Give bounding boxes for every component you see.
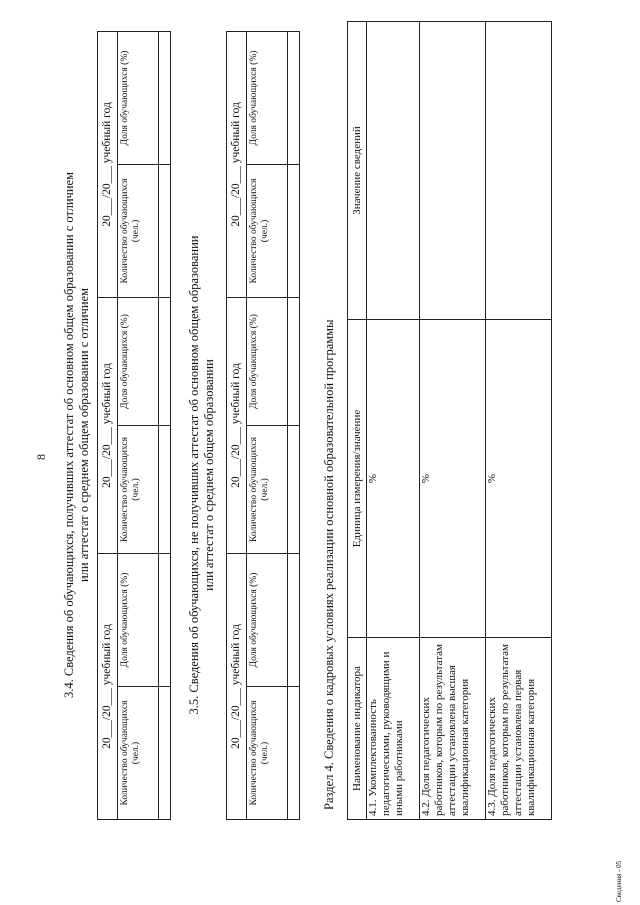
col-count-header: Количество обучающихся (чел.): [118, 425, 159, 553]
data-cell[interactable]: [159, 297, 171, 425]
section-3-4-title-line2: или аттестат о среднем общем образовании с отличием: [77, 288, 91, 583]
indicator-unit: %: [420, 320, 486, 638]
page-number: 8: [34, 454, 48, 460]
table-section-4: [347, 21, 552, 820]
section-3-5-title-line1: 3.5. Сведения об обучающихся, не получивших аттестат об основном общем образовании: [187, 235, 201, 715]
col-header-value: Значение сведений: [348, 22, 367, 320]
indicator-value[interactable]: [367, 22, 420, 320]
col-count-header: Количество обучающихся (чел.): [118, 164, 159, 297]
data-cell[interactable]: [159, 164, 171, 297]
indicator-name: 4.1. Укомплектованность педагогическими, руководящими и иными работниками: [367, 638, 420, 820]
data-cell[interactable]: [288, 553, 300, 686]
col-header-unit: Единица измерения/значение: [348, 320, 367, 638]
data-cell[interactable]: [288, 297, 300, 425]
section-4-title: Раздел 4. Сведения о кадровых условиях реализации основной образовательной программы: [322, 319, 336, 810]
table-3-4: [97, 31, 171, 820]
section-3-5-title: [187, 145, 217, 805]
table-3-5: [226, 31, 300, 820]
col-header-indicator: Наименование индикатора: [348, 638, 367, 820]
table-row: [227, 31, 247, 819]
year-header: 20___/20___ учебный год: [98, 297, 118, 553]
data-cell[interactable]: [159, 31, 171, 164]
col-share-header: Доля обучающихся (%): [118, 297, 159, 425]
table-row: [98, 31, 118, 819]
section-3-4-title: [62, 35, 92, 835]
data-cell[interactable]: [159, 553, 171, 686]
col-share-header: Доля обучающихся (%): [118, 31, 159, 164]
year-header: 20___/20___ учебный год: [227, 553, 247, 819]
indicator-unit: %: [367, 320, 420, 638]
col-share-header: Доля обучающихся (%): [247, 553, 288, 686]
data-cell[interactable]: [159, 687, 171, 820]
year-header: 20___/20___ учебный год: [98, 553, 118, 819]
table-row: [420, 22, 486, 820]
col-share-header: Доля обучающихся (%): [118, 553, 159, 686]
year-header: 20___/20___ учебный год: [227, 31, 247, 297]
section-3-4-title-line1: 3.4. Сведения об обучающихся, получивших аттестат об основном общем образовании с отличием: [62, 172, 76, 698]
indicator-name: 4.3. Доля педагогических работников, которым по результатам аттестации установлена первая квалификационная категория: [486, 638, 552, 820]
indicator-unit: %: [486, 320, 552, 638]
table-row: [118, 31, 159, 819]
table-row: [159, 31, 171, 819]
table-row: [367, 22, 420, 820]
indicator-value[interactable]: [420, 22, 486, 320]
col-count-header: Количество обучающихся (чел.): [247, 425, 288, 553]
col-count-header: Количество обучающихся (чел.): [247, 164, 288, 297]
data-cell[interactable]: [288, 164, 300, 297]
table-row: [247, 31, 288, 819]
data-cell[interactable]: [159, 425, 171, 553]
indicator-value[interactable]: [486, 22, 552, 320]
data-cell[interactable]: [288, 687, 300, 820]
year-header: 20___/20___ учебный год: [227, 297, 247, 553]
col-count-header: Количество обучающихся (чел.): [247, 687, 288, 820]
data-cell[interactable]: [288, 425, 300, 553]
col-share-header: Доля обучающихся (%): [247, 297, 288, 425]
data-cell[interactable]: [288, 31, 300, 164]
col-count-header: Количество обучающихся (чел.): [118, 687, 159, 820]
year-header: 20___/20___ учебный год: [98, 31, 118, 297]
table-row: [486, 22, 552, 820]
col-share-header: Доля обучающихся (%): [247, 31, 288, 164]
table-row: [348, 22, 367, 820]
indicator-name: 4.2. Доля педагогических работников, которым по результатам аттестации установлена высшая квалификационная категория: [420, 638, 486, 820]
section-3-5-title-line2: или аттестат о среднем общем образовании: [202, 359, 216, 591]
table-row: [288, 31, 300, 819]
footer-label: Сведения - 05: [615, 860, 623, 902]
